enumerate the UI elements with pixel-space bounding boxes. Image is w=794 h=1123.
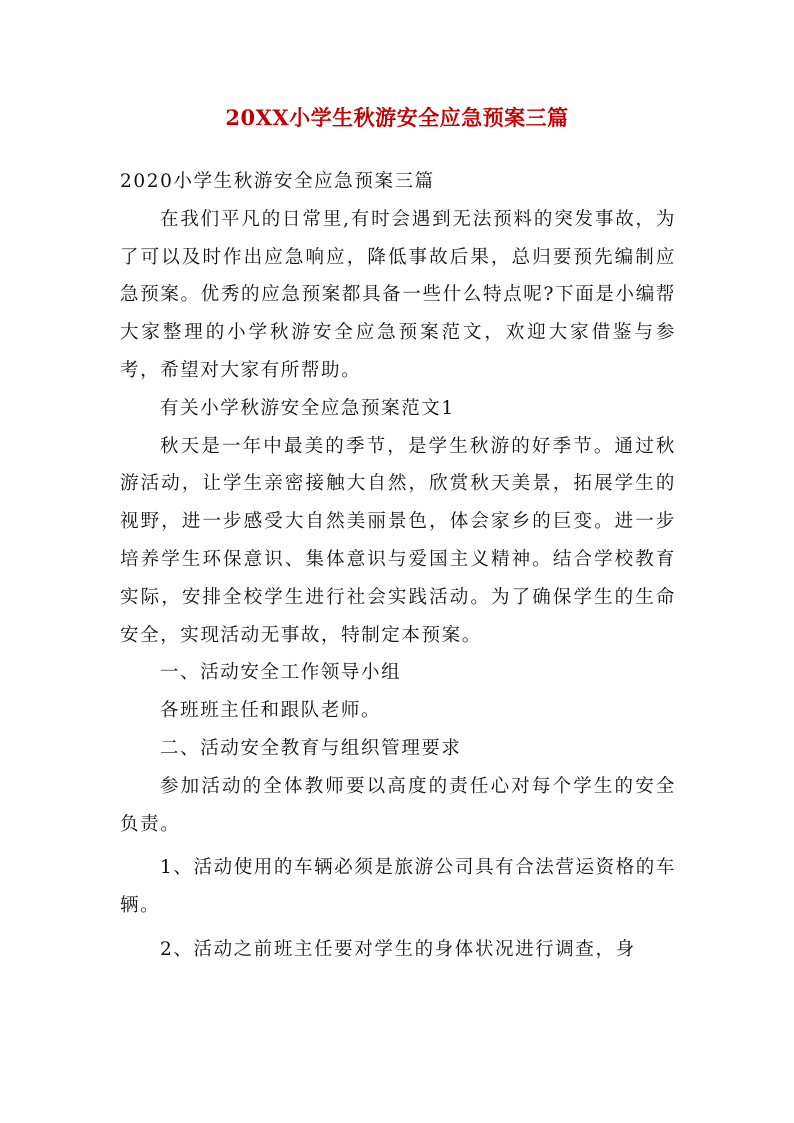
body-paragraph: 各班班主任和跟队老师。 <box>160 700 382 722</box>
list-item-paragraph: 2、活动之前班主任要对学生的身体状况进行调查，身 <box>160 938 636 960</box>
section-heading: 二、活动安全教育与组织管理要求 <box>160 737 462 759</box>
list-item-paragraph: 1、活动使用的车辆必须是旅游公司具有合法营运资格的车辆。 <box>120 857 676 917</box>
section-heading: 一、活动安全工作领导小组 <box>160 662 402 684</box>
body-paragraph: 参加活动的全体教师要以高度的责任心对每个学生的安全负责。 <box>120 775 676 835</box>
body-paragraph: 秋天是一年中最美的季节，是学生秋游的好季节。通过秋游活动，让学生亲密接触大自然，欣赏秋天美景，拓展学生的视野，进一步感受大自然美丽景色，体会家乡的巨变。进一步培养学生环保意识、集体意识与爱国主义精神。结合学校教育实际，安排全校学生进行社会实践活动。为了确保学生的生命安全，实现活动无事故，特制定本预案。 <box>120 435 676 646</box>
intro-paragraph: 在我们平凡的日常里,有时会遇到无法预料的突发事故，为了可以及时作出应急响应，降低事故后果，总归要预先编制应急预案。优秀的应急预案都具备一些什么特点呢?下面是小编帮大家整理的小学秋游安全应急预案范文，欢迎大家借鉴与参考，希望对大家有所帮助。 <box>120 208 676 381</box>
document-title: 20XX小学生秋游安全应急预案三篇 <box>225 105 569 130</box>
section-heading: 有关小学秋游安全应急预案范文1 <box>160 397 455 419</box>
document-body <box>120 163 676 969</box>
subtitle-paragraph: 2020小学生秋游安全应急预案三篇 <box>120 171 435 192</box>
